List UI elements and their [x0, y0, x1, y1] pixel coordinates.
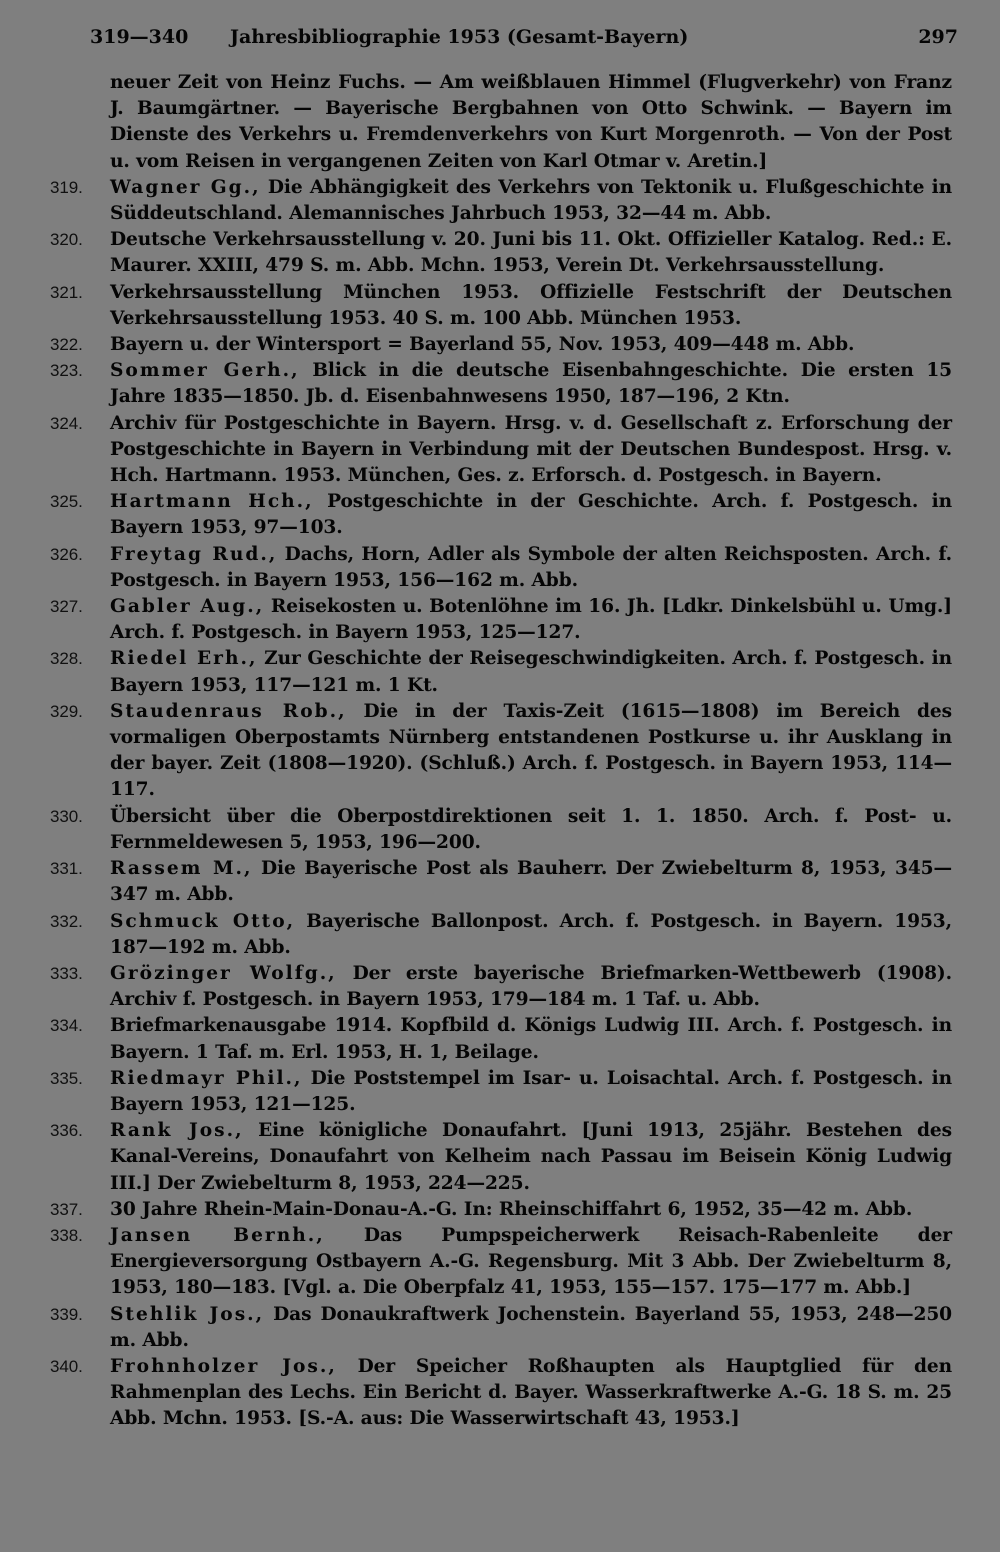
entry-author: Gabler Aug., [110, 596, 265, 618]
bibliography-entry [50, 856, 952, 908]
entry-text: Postgeschichte in der Geschichte. Arch. f. Postgesch. in Bayern 1953, 97—103. [110, 491, 952, 539]
entry-text: Verkehrsausstellung München 1953. Offizielle Festschrift der Deutschen Verkehrsausstellung 1953. 40 S. m. 100 Abb. München 1953. [110, 281, 952, 329]
entry-number: 330. [50, 806, 83, 826]
entry-number: 326. [50, 544, 83, 564]
entry-text: Bayern u. der Wintersport = Bayerland 55, Nov. 1953, 409—448 m. Abb. [110, 334, 855, 356]
bibliography-entry [50, 489, 952, 541]
bibliography-entry [50, 1013, 952, 1065]
entry-number: 320. [50, 230, 83, 250]
entry-author: Stehlik Jos., [110, 1303, 265, 1325]
entry-text: Reisekosten u. Botenlöhne im 16. Jh. [Ldkr. Dinkelsbühl u. Umg.] Arch. f. Postgesch. in Bayern 1953, 125—127. [110, 596, 953, 644]
entry-text: Zur Geschichte der Reisegeschwindigkeiten. Arch. f. Postgesch. in Bayern 1953, 117—121 m. 1 Kt. [110, 648, 953, 696]
page-header [90, 26, 958, 56]
entry-text: Die Bayerische Post als Bauherr. Der Zwiebelturm 8, 1953, 345—347 m. Abb. [110, 858, 953, 906]
bibliography-entry [50, 227, 952, 279]
entry-text: Der erste bayerische Briefmarken-Wettbewerb (1908). Archiv f. Postgesch. in Bayern 1953, 179—184 m. 1 Taf. u. Abb. [110, 962, 952, 1011]
entry-number: 334. [50, 1016, 83, 1036]
entry-number: 323. [50, 361, 83, 381]
bibliography-entry [50, 358, 952, 410]
bibliography-entry [50, 1302, 952, 1354]
entry-number: 325. [50, 492, 83, 512]
page-number: 297 [918, 26, 958, 48]
entry-range: 319—340 [90, 26, 189, 48]
entry-number: 335. [50, 1068, 83, 1088]
entry-number: 332. [50, 911, 83, 931]
bibliography-entry [50, 1066, 952, 1118]
entry-author: Rank Jos., [110, 1120, 244, 1142]
entry-text: Dachs, Horn, Adler als Symbole der alten Reichsposten. Arch. f. Postgesch. in Bayern 1953, 156—162 m. Abb. [110, 543, 952, 591]
bibliography-entry [50, 1223, 952, 1302]
entry-text: Die Abhängigkeit des Verkehrs von Tektonik u. Flußgeschichte in Süddeutschland. Alemannisches Jahrbuch 1953, 32—44 m. Abb. [110, 176, 952, 225]
entry-number: 337. [50, 1199, 83, 1219]
bibliography-entry [50, 1118, 952, 1197]
entry-number: 321. [50, 282, 83, 302]
entry-text: Archiv für Postgeschichte in Bayern. Hrsg. v. d. Gesellschaft z. Erforschung der Postgeschichte in Bayern in Verbindung mit der Deutschen Bundespost. Hrsg. v. Hch. Hartmann. 1953. München, Ges. z. Erforsch. d. Postgesch. in Bayern. [110, 412, 952, 487]
entry-text: Die Poststempel im Isar- u. Loisachtal. Arch. f. Postgesch. in Bayern 1953, 121—125. [110, 1067, 952, 1115]
entry-text: Bayerische Ballonpost. Arch. f. Postgesch. in Bayern. 1953, 187—192 m. Abb. [110, 910, 953, 958]
entry-number: 324. [50, 413, 83, 433]
entry-number: 331. [50, 859, 83, 879]
entry-text: Die in der Taxis-Zeit (1615—1808) im Bereich des vormaligen Oberpostamts Nürnberg entstandenen Postkurse u. ihr Ausklang in der bayer. Zeit (1808—1920). (Schluß.) Arch. f. Postgesch. in Bayern 1953, 114—117. [110, 700, 952, 801]
entry-author: Rassem M., [110, 858, 253, 880]
entry-text: Übersicht über die Oberpostdirektionen seit 1. 1. 1850. Arch. f. Post- u. Fernmeldewesen 5, 1953, 196—200. [110, 805, 952, 853]
entry-author: Wagner Gg., [110, 176, 261, 198]
entry-text: Blick in die deutsche Eisenbahngeschichte. Die ersten 15 Jahre 1835—1850. Jb. d. Eisenbahnwesens 1950, 187—196, 2 Ktn. [110, 360, 953, 408]
running-title: Jahresbibliographie 1953 (Gesamt-Bayern) [230, 26, 689, 48]
entry-number: 327. [50, 597, 83, 617]
bibliography-entry [50, 542, 952, 594]
entry-author: Grözinger Wolfg., [110, 962, 337, 984]
entry-text: Briefmarkenausgabe 1914. Kopfbild d. Königs Ludwig III. Arch. f. Postgesch. in Bayern. 1 Taf. m. Erl. 1953, H. 1, Beilage. [110, 1015, 952, 1063]
entry-number: 339. [50, 1304, 83, 1324]
bibliography-entry [50, 909, 952, 961]
bibliography-entry [50, 594, 952, 646]
entry-number: 322. [50, 335, 83, 355]
bibliography-entry [50, 699, 952, 804]
entry-author: Riedel Erh., [110, 648, 258, 670]
bibliography-entry [50, 1197, 952, 1223]
entry-number: 336. [50, 1121, 83, 1141]
entry-author: Frohnholzer Jos., [110, 1355, 337, 1377]
entry-text: Das Donaukraftwerk Jochenstein. Bayerland 55, 1953, 248—250 m. Abb. [110, 1303, 953, 1351]
entry-number: 338. [50, 1225, 83, 1245]
continued-entry-text: neuer Zeit von Heinz Fuchs. — Am weißblauen Himmel (Flugverkehr) von Franz J. Baumgärtner. — Bayerische Bergbahnen von Otto Schwink. — Bayern im Dienste des Verkehrs u. Fremdenverkehrs von Kurt Morgenroth. — Von der Post u. vom Reisen in vergangenen Zeiten von Karl Otmar v. Aretin.] [110, 72, 952, 172]
entry-author: Schmuck Otto, [110, 910, 296, 932]
entry-author: Sommer Gerh., [110, 360, 300, 382]
entry-text: Eine königliche Donaufahrt. [Juni 1913, 25jähr. Bestehen des Kanal-Vereins, Donaufahrt von Kelheim nach Passau im Beisein König Ludwig III.] Der Zwiebelturm 8, 1953, 224—225. [110, 1120, 953, 1194]
bibliography-entry [50, 1354, 952, 1433]
entry-author: Jansen Bernh., [110, 1224, 325, 1246]
entry-text: Das Pumpspeicherwerk Reisach-Rabenleite der Energieversorgung Ostbayern A.-G. Regensburg. Mit 3 Abb. Der Zwiebelturm 8, 1953, 180—183. [Vgl. a. Die Oberpfalz 41, 1953, 155—157. 175—177 m. Abb.] [110, 1224, 953, 1299]
bibliography-entry [50, 646, 952, 698]
entry-number: 319. [50, 177, 83, 197]
entry-author: Hartmann Hch., [110, 491, 314, 513]
bibliography-entry [50, 332, 952, 358]
entry-text: 30 Jahre Rhein-Main-Donau-A.-G. In: Rheinschiffahrt 6, 1952, 35—42 m. Abb. [110, 1198, 913, 1220]
entry-author: Riedmayr Phil., [110, 1067, 303, 1089]
entry-number: 340. [50, 1356, 83, 1376]
entry-author: Freytag Rud., [110, 543, 278, 565]
bibliography-entry [50, 961, 952, 1013]
bibliography-body [50, 70, 952, 1433]
entry-author: Staudenraus Rob., [110, 700, 347, 722]
bibliography-entry [50, 175, 952, 227]
bibliography-entry [50, 280, 952, 332]
entry-number: 333. [50, 963, 83, 983]
bibliography-entry [50, 804, 952, 856]
bibliography-entry [50, 411, 952, 490]
entry-text: Deutsche Verkehrsausstellung v. 20. Juni bis 11. Okt. Offizieller Katalog. Red.: E. Maurer. XXIII, 479 S. m. Abb. Mchn. 1953, Verein Dt. Verkehrsausstellung. [110, 229, 952, 277]
entry-number: 328. [50, 649, 83, 669]
entry-text: Der Speicher Roßhaupten als Hauptglied für den Rahmenplan des Lechs. Ein Bericht d. Bayer. Wasserkraftwerke A.-G. 18 S. m. 25 Abb. Mchn. 1953. [S.-A. aus: Die Wasserwirtschaft 43, 1953.] [110, 1355, 952, 1430]
entry-number: 329. [50, 701, 83, 721]
